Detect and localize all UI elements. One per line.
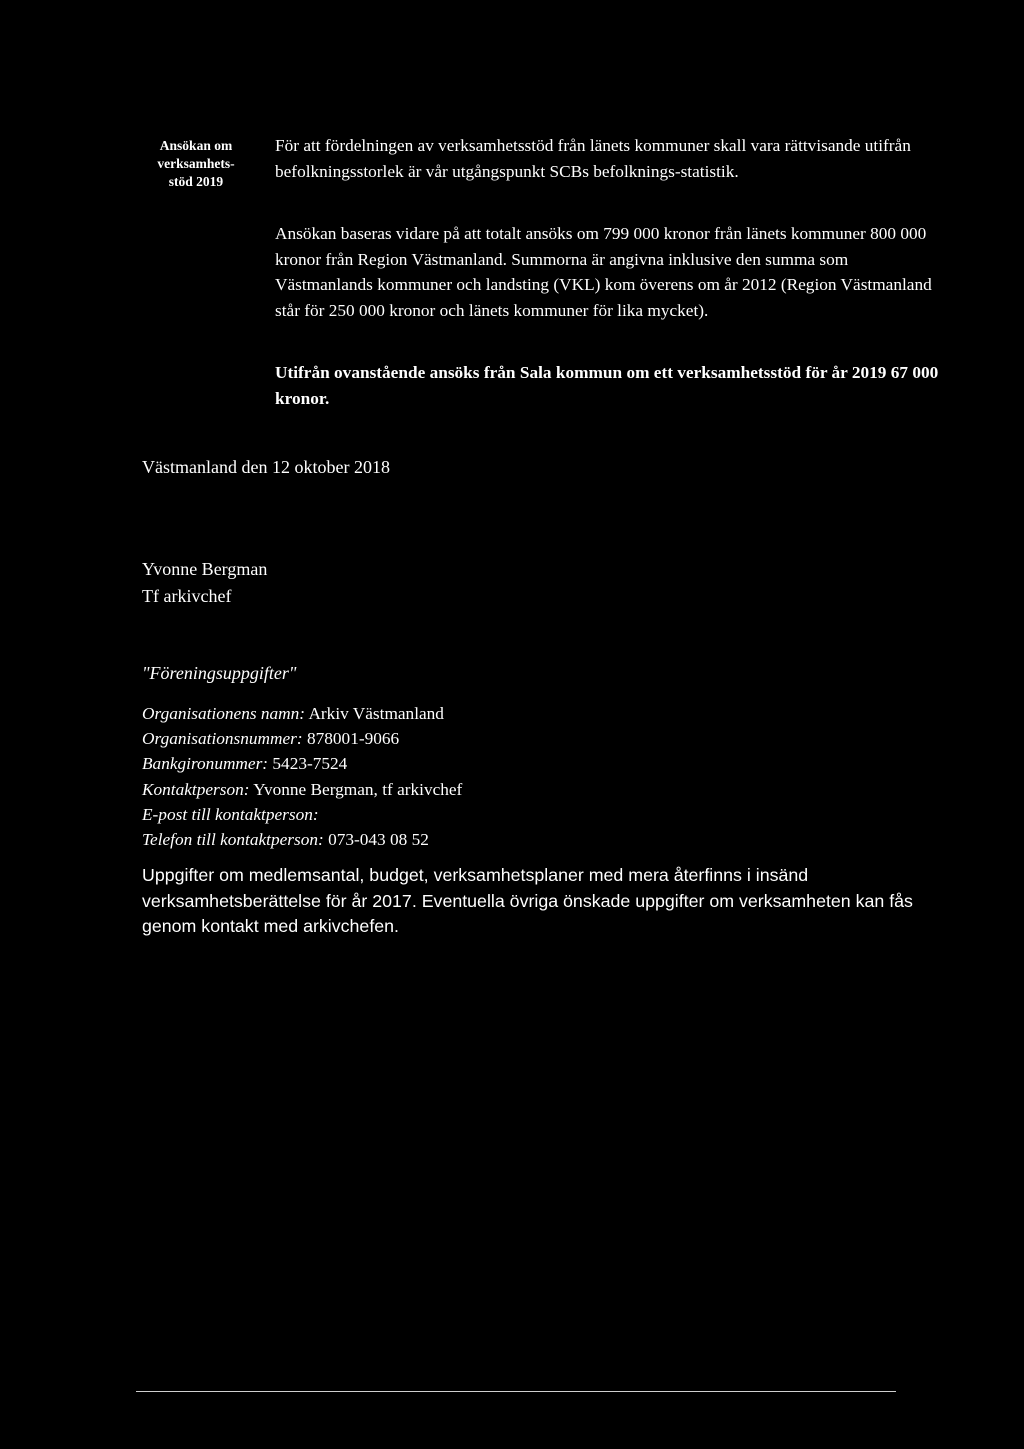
association-row — [142, 701, 922, 726]
paragraph-basis: Ansökan baseras vidare på att totalt ansöks om 799 000 kronor från länets kommuner 800 000 kronor från Region Västmanland. Summorna är angivna inklusive den summa som Västmanlands kommuner och landsting (VKL) kom överens om år 2012 (Region Västmanland står för 250 000 kronor och länets kommuner för lika mycket). — [275, 224, 932, 320]
association-value: 5423-7524 — [272, 754, 348, 774]
association-row — [142, 726, 922, 751]
association-heading: "Föreningsuppgifter" — [142, 663, 297, 683]
association-row — [142, 827, 922, 852]
association-row — [142, 802, 922, 827]
section-label-line: Ansökan om — [159, 138, 233, 153]
association-label: Bankgironummer: — [142, 754, 269, 774]
section-label-line: stöd 2019 — [168, 174, 224, 189]
paragraph-distribution: För att fördelningen av verksamhetsstöd från länets kommuner skall vara rättvisande utifrån befolkningsstorlek är vår utgångspunkt SCBs befolknings-statistik. — [275, 136, 911, 181]
footer-divider — [136, 1391, 896, 1392]
association-details — [142, 701, 922, 852]
association-label: E-post till kontaktperson: — [142, 804, 319, 824]
association-value: 878001-9066 — [306, 729, 400, 749]
section-label — [140, 137, 252, 191]
signer-name: Yvonne Bergman — [142, 559, 268, 579]
association-value: Yvonne Bergman, tf arkivchef — [253, 779, 463, 799]
closing-paragraph: Uppgifter om medlemsantal, budget, verksamhetsplaner med mera återfinns i insänd verksamhetsberättelse för år 2017. Eventuella övriga önskade uppgifter om verksamheten kan fås genom kontakt med arkivchefen. — [142, 865, 913, 936]
association-row — [142, 751, 922, 776]
signer-block — [142, 556, 922, 610]
paragraph-application-amount: Utifrån ovanstående ansöks från Sala kommun om ett verksamhetsstöd för år 2019 67 000 kronor. — [275, 363, 939, 408]
signer-title: Tf arkivchef — [142, 586, 232, 606]
association-label: Telefon till kontaktperson: — [142, 830, 324, 850]
association-label: Organisationsnummer: — [142, 729, 303, 749]
place-and-date: Västmanland den 12 oktober 2018 — [142, 457, 390, 477]
association-value: 073-043 08 52 — [328, 830, 429, 850]
association-label: Organisationens namn: — [142, 704, 306, 723]
association-row — [142, 777, 922, 802]
association-label: Kontaktperson: — [142, 779, 250, 799]
section-label-line: verksamhets- — [157, 156, 235, 171]
association-value: Arkiv Västmanland — [308, 704, 444, 723]
signature-area — [142, 485, 462, 545]
